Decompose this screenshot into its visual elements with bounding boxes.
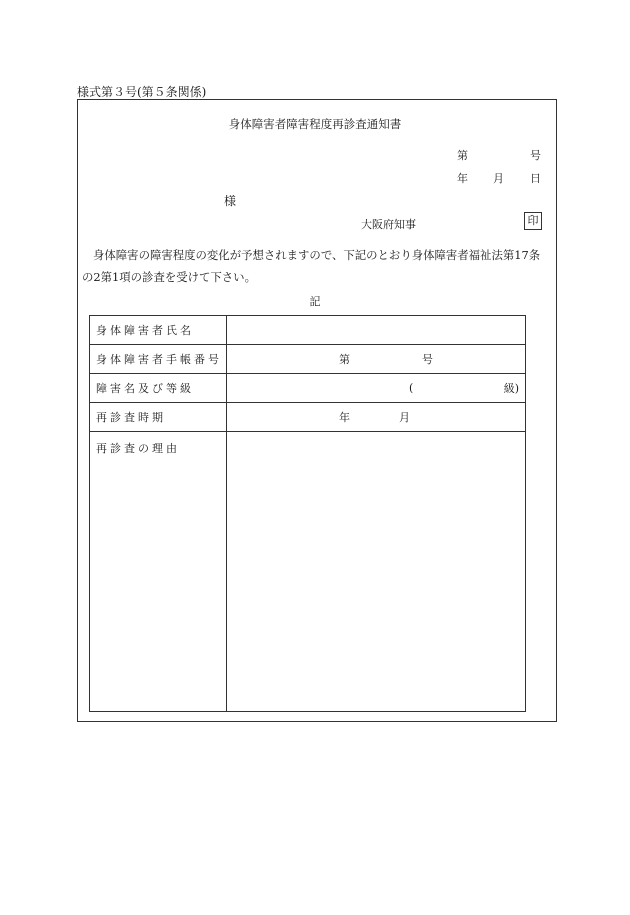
details-table — [89, 315, 526, 712]
document-title: 身体障害者障害程度再診査通知書 — [228, 117, 402, 131]
table-row-disability-grade — [90, 374, 526, 403]
table-row-name — [90, 316, 526, 345]
label-handbook-number: 身体障害者手帳番号 — [90, 345, 227, 374]
grade-open-paren: ( — [409, 381, 414, 395]
value-reexam-reason — [227, 432, 526, 712]
label-reexam-reason: 再診査の理由 — [90, 432, 227, 712]
ki-heading: 記 — [309, 295, 321, 308]
value-reexam-date — [227, 403, 526, 432]
number-prefix: 第 — [457, 149, 468, 162]
reexam-month-label: 月 — [399, 411, 410, 424]
addressee-suffix: 様 — [224, 194, 237, 208]
label-disability-grade: 障害名及び等級 — [90, 374, 227, 403]
table-row-handbook-number — [90, 345, 526, 374]
table-row-reexam-reason — [90, 432, 526, 712]
date-year-label: 年 — [457, 172, 468, 185]
value-disability-grade — [227, 374, 526, 403]
table-row-reexam-date — [90, 403, 526, 432]
handbook-number-prefix: 第 — [339, 353, 350, 366]
seal-stamp-box: 印 — [524, 212, 542, 230]
date-day-label: 日 — [530, 172, 541, 185]
value-person-name — [227, 316, 526, 345]
grade-suffix: 級) — [503, 382, 519, 395]
handbook-number-suffix: 号 — [422, 353, 433, 366]
sender-name: 大阪府知事 — [361, 218, 416, 231]
notice-body-text: 身体障害の障害程度の変化が予想されますので、下記のとおり身体障害者福祉法第17条の2第1項の診査を受けて下さい。 — [82, 248, 541, 284]
form-number-label: 様式第３号(第５条関係) — [77, 85, 207, 99]
label-person-name: 身体障害者氏名 — [90, 316, 227, 345]
date-month-label: 月 — [493, 172, 504, 185]
value-handbook-number — [227, 345, 526, 374]
label-reexam-date: 再診査時期 — [90, 403, 227, 432]
number-suffix: 号 — [530, 149, 541, 162]
reexam-year-label: 年 — [339, 411, 350, 424]
